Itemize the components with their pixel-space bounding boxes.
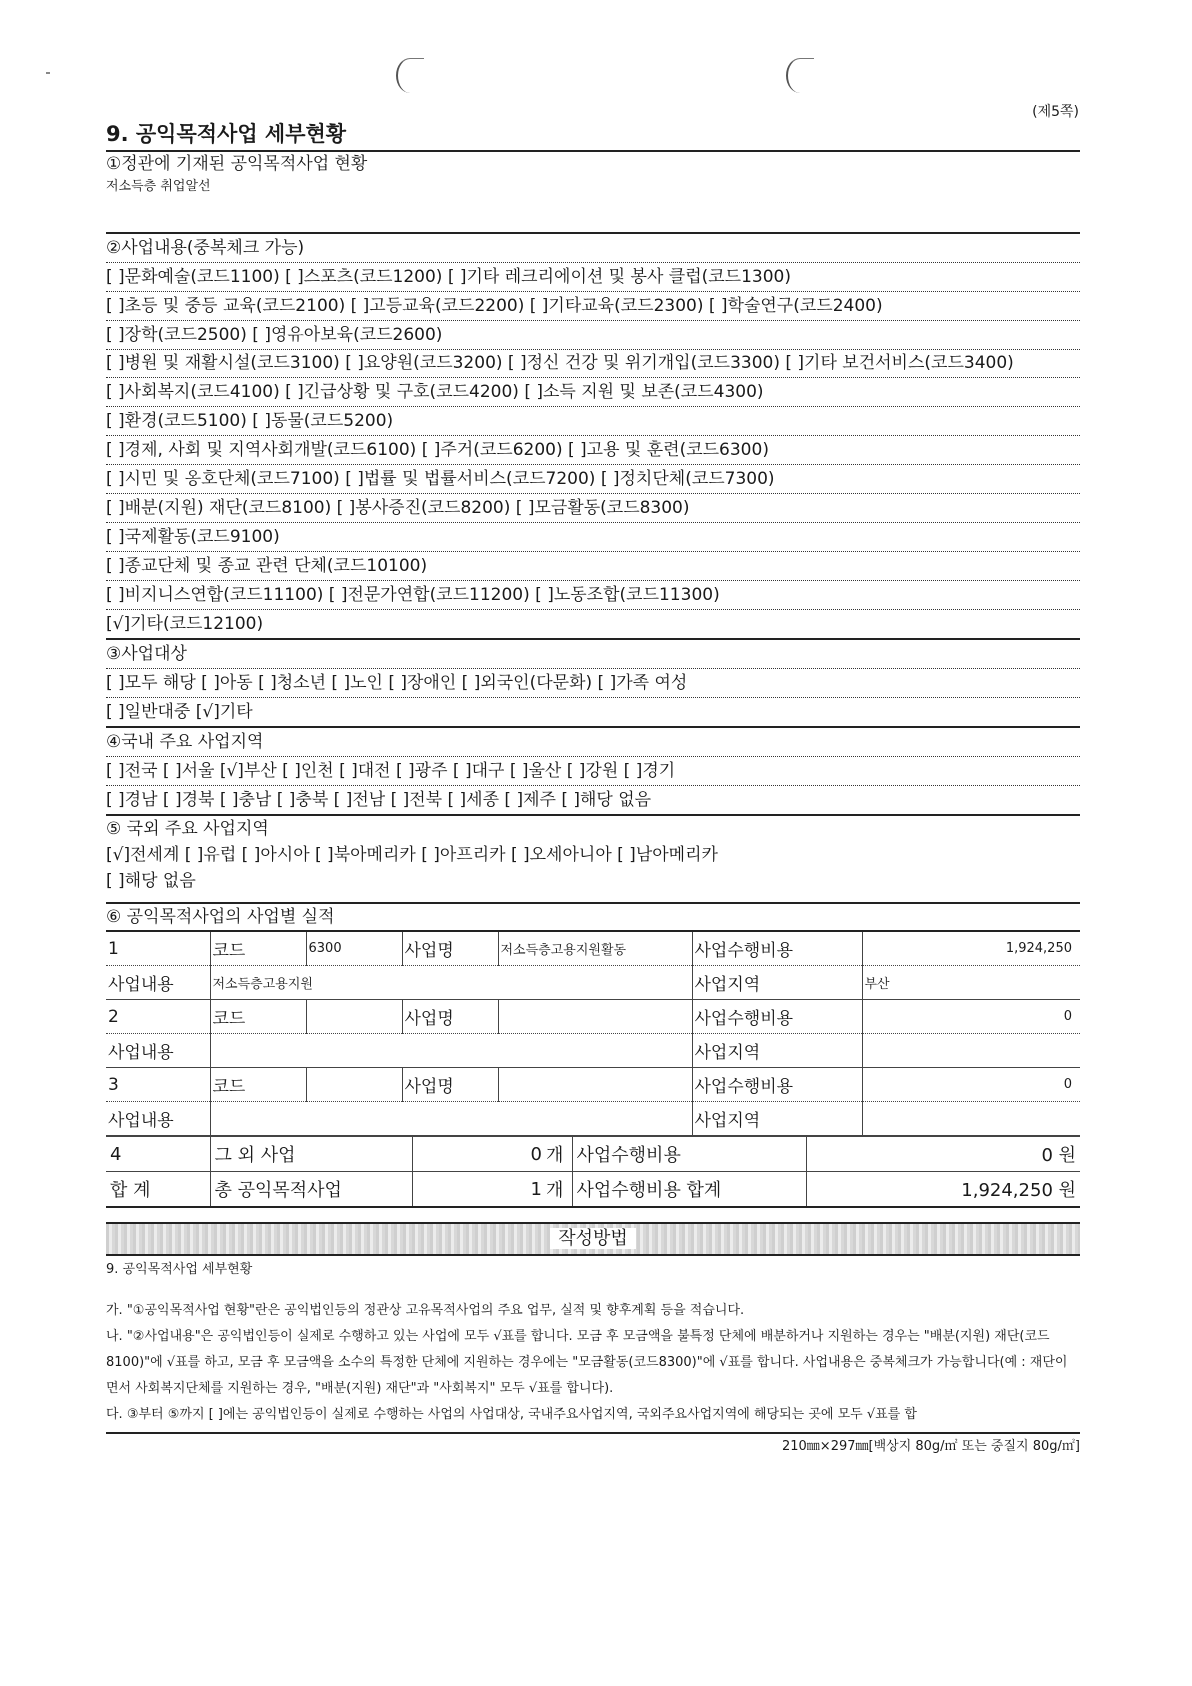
business-content-line: [ ]장학(코드2500) [ ]영유아보육(코드2600) xyxy=(106,321,1080,350)
domestic-region-line: [ ]경남 [ ]경북 [ ]충남 [ ]충북 [ ]전남 [ ]전북 [ ]세종 [ ]제주 [ ]해당 없음 xyxy=(106,786,1080,816)
table-row xyxy=(106,1102,1080,1136)
instruction-item: 가. "①공익목적사업 현황"란은 공익법인등의 정관상 고유목적사업의 주요 업무, 실적 및 향후계획 등을 적습니다. xyxy=(106,1303,745,1318)
section1-label: ①정관에 기재된 공익목적사업 현황 xyxy=(106,154,368,174)
target-line: [ ]일반대중 [√]기타 xyxy=(106,698,1080,728)
table-row xyxy=(106,1000,1080,1034)
table-row xyxy=(106,1034,1080,1068)
business-name-value xyxy=(498,1000,692,1034)
business-content-line: [ ]경제, 사회 및 지역사회개발(코드6100) [ ]주거(코드6200) [ ]고용 및 훈련(코드6300) xyxy=(106,436,1080,465)
content-value: 저소득층고용지원 xyxy=(210,966,692,1000)
overseas-region-line: [ ]해당 없음 xyxy=(106,871,196,891)
paper-spec: 210㎜×297㎜[백상지 80g/㎡ 또는 중질지 80g/㎡] xyxy=(781,1439,1080,1454)
code-value: 6300 xyxy=(306,931,402,966)
instructions-section-title: 9. 공익목적사업 세부현황 xyxy=(106,1262,253,1277)
cost-label: 사업수행비용 xyxy=(692,1000,862,1034)
instruction-item: 다. ③부터 ⑤까지 [ ]에는 공익법인등이 실제로 수행하는 사업의 사업대상, 국내주요사업지역, 국외주요사업지역에 해당되는 곳에 모두 √표를 합 xyxy=(106,1407,917,1422)
instructions-title: 작성방법 xyxy=(550,1228,636,1249)
table-row xyxy=(106,1068,1080,1102)
region-value: 부산 xyxy=(862,966,1080,1000)
performance-table xyxy=(106,930,1080,1136)
business-content-line: [ ]병원 및 재활시설(코드3100) [ ]요양원(코드3200) [ ]정신 건강 및 위기개입(코드3300) [ ]기타 보건서비스(코드3400) xyxy=(106,350,1080,378)
page-number: (제5쪽) xyxy=(1032,104,1079,120)
business-content-line: [ ]문화예술(코드1100) [ ]스포츠(코드1200) [ ]기타 레크리에이션 및 봉사 클럽(코드1300) xyxy=(106,263,1080,292)
total-business-count: 1 xyxy=(412,1172,546,1208)
section5-label: ⑤ 국외 주요 사업지역 xyxy=(106,819,269,839)
code-label: 코드 xyxy=(210,1000,306,1034)
cost-value: 0 xyxy=(862,1068,1080,1102)
business-content-line: [ ]초등 및 중등 교육(코드2100) [ ]고등교육(코드2200) [ ]기타교육(코드2300) [ ]학술연구(코드2400) xyxy=(106,292,1080,321)
other-row-number: 4 xyxy=(106,1137,210,1172)
other-business-count: 0 xyxy=(412,1137,546,1172)
region-value xyxy=(862,1034,1080,1068)
other-cost-label: 사업수행비용 xyxy=(572,1137,806,1172)
table-row xyxy=(106,1172,1080,1208)
code-value xyxy=(306,1000,402,1034)
row-number: 3 xyxy=(106,1068,210,1102)
code-label: 코드 xyxy=(210,931,306,966)
row-number: 1 xyxy=(106,931,210,966)
content-label: 사업내용 xyxy=(106,1102,210,1136)
region-label: 사업지역 xyxy=(692,966,862,1000)
target-line: [ ]모두 해당 [ ]아동 [ ]청소년 [ ]노인 [ ]장애인 [ ]외국인(다문화) [ ]가족 여성 xyxy=(106,669,1080,698)
row-number: 2 xyxy=(106,1000,210,1034)
region-value xyxy=(862,1102,1080,1136)
section3-label: ③사업대상 xyxy=(106,640,1080,669)
page-title: 9. 공익목적사업 세부현황 xyxy=(106,118,1080,152)
other-business-label: 그 외 사업 xyxy=(210,1137,412,1172)
section1-value: 저소득층 취업알선 xyxy=(106,179,211,194)
cost-value: 0 xyxy=(862,1000,1080,1034)
business-content-line: [ ]비지니스연합(코드11100) [ ]전문가연합(코드11200) [ ]노동조합(코드11300) xyxy=(106,581,1080,610)
content-value xyxy=(210,1034,692,1068)
punch-hole-mark xyxy=(396,58,424,93)
table-row xyxy=(106,1137,1080,1172)
business-name-label: 사업명 xyxy=(402,1068,498,1102)
table-row xyxy=(106,931,1080,966)
overseas-region-line: [√]전세계 [ ]유럽 [ ]아시아 [ ]북아메리카 [ ]아프리카 [ ]오세아니아 [ ]남아메리카 xyxy=(106,845,718,865)
totals-table xyxy=(106,1136,1080,1208)
section2-label: ②사업내용(중복체크 가능) xyxy=(106,234,1080,263)
total-label: 합 계 xyxy=(106,1172,210,1208)
section1-blank-area xyxy=(106,198,1080,234)
code-value xyxy=(306,1068,402,1102)
business-name-label: 사업명 xyxy=(402,1000,498,1034)
section4-label: ④국내 주요 사업지역 xyxy=(106,728,1080,757)
content-value xyxy=(210,1102,692,1136)
section6-label: ⑥ 공익목적사업의 사업별 실적 xyxy=(106,902,1080,930)
content-label: 사업내용 xyxy=(106,1034,210,1068)
form-content xyxy=(106,118,1080,1460)
content-label: 사업내용 xyxy=(106,966,210,1000)
domestic-region-line: [ ]전국 [ ]서울 [√]부산 [ ]인천 [ ]대전 [ ]광주 [ ]대구 [ ]울산 [ ]강원 [ ]경기 xyxy=(106,757,1080,786)
total-cost-value: 1,924,250 원 xyxy=(806,1172,1080,1208)
region-label: 사업지역 xyxy=(692,1102,862,1136)
total-business-label: 총 공익목적사업 xyxy=(210,1172,412,1208)
business-content-line: [ ]배분(지원) 재단(코드8100) [ ]봉사증진(코드8200) [ ]모금활동(코드8300) xyxy=(106,494,1080,523)
punch-hole-mark xyxy=(786,58,814,93)
code-label: 코드 xyxy=(210,1068,306,1102)
total-cost-label: 사업수행비용 합계 xyxy=(572,1172,806,1208)
region-label: 사업지역 xyxy=(692,1034,862,1068)
count-unit: 개 xyxy=(546,1172,572,1208)
cost-label: 사업수행비용 xyxy=(692,931,862,966)
table-row xyxy=(106,966,1080,1000)
cost-value: 1,924,250 xyxy=(862,931,1080,966)
count-unit: 개 xyxy=(546,1137,572,1172)
business-content-line: [ ]환경(코드5100) [ ]동물(코드5200) xyxy=(106,407,1080,436)
business-content-line: [ ]시민 및 옹호단체(코드7100) [ ]법률 및 법률서비스(코드7200) [ ]정치단체(코드7300) xyxy=(106,465,1080,494)
business-content-line: [ ]국제활동(코드9100) xyxy=(106,523,1080,552)
business-content-line: [√]기타(코드12100) xyxy=(106,610,1080,640)
business-name-label: 사업명 xyxy=(402,931,498,966)
business-content-line: [ ]사회복지(코드4100) [ ]긴급상황 및 구호(코드4200) [ ]소득 지원 및 보존(코드4300) xyxy=(106,378,1080,407)
business-name-value: 저소득층고용지원활동 xyxy=(498,931,692,966)
business-name-value xyxy=(498,1068,692,1102)
instructions-band xyxy=(106,1222,1080,1256)
other-cost-value: 0 원 xyxy=(806,1137,1080,1172)
cost-label: 사업수행비용 xyxy=(692,1068,862,1102)
business-content-line: [ ]종교단체 및 종교 관련 단체(코드10100) xyxy=(106,552,1080,581)
instruction-item: 나. "②사업내용"은 공익법인등이 실제로 수행하고 있는 사업에 모두 √표를 합니다. 모금 후 모금액을 불특정 단체에 배분하거나 지원하는 경우는 "배분(지원) 재단(코드8100)"에 √표를 하고, 모금 후 모금액을 소수의 특정한 단체에 지원하는 경우에는 "모금활동(코드8300)"에 √표를 합니다. 사업내용은 중복체크가 가능합니다(예 : 재단이면서 사회복지단체를 지원하는 경우, "배분(지원) 재단"과 "사회복지" 모두 √표를 합니다). xyxy=(106,1329,1068,1396)
scan-speck xyxy=(46,72,50,74)
